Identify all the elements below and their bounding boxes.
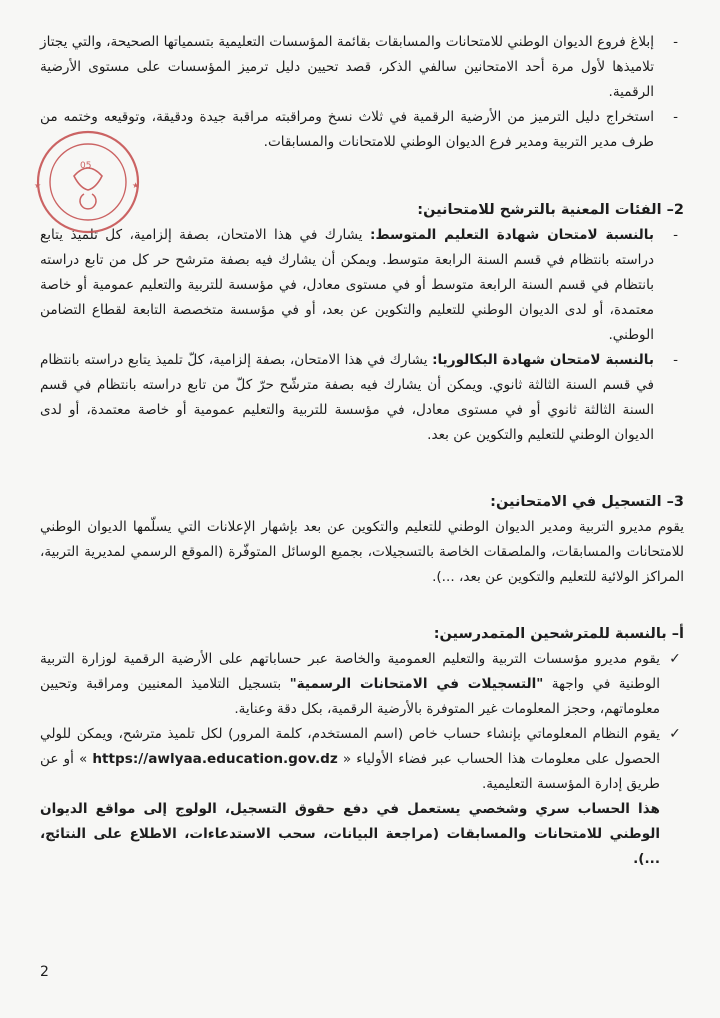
page-number: 2 — [40, 964, 49, 980]
check-item-1-text-b: بتسجيل التلاميذ المعنيين ومراقبة وتحيين معلوماتهم، وحجز المعلومات غير المتوفرة بالأرضية الرقمية، بكل دقة وعناية. — [40, 676, 660, 717]
official-stamp-icon — [14, 128, 162, 236]
bac-label: بالنسبة لامتحان شهادة البكالوريا: — [432, 352, 654, 368]
checkmark-icon: ✓ — [669, 726, 681, 742]
parents-portal-link[interactable]: https://awlyaa.education.gov.dz — [92, 751, 338, 767]
stamp-outer-ring — [38, 132, 138, 232]
check-item-1-bold: "التسجيلات في الامتحانات الرسمية" — [289, 676, 544, 692]
check-item-2 — [40, 722, 684, 872]
section-3 — [40, 490, 684, 590]
stamp-crescent — [80, 194, 96, 209]
check-item-2-bold: هذا الحساب سري وشخصي يستعمل في دفع حقوق التسجيل، الولوج إلى مواقع الديوان الوطني للامتحانات والمسابقات (مراجعة البيانات، سحب الاستدعاءات، الاطلاع على النتائج، ...). — [40, 801, 660, 867]
stamp-emblem — [74, 168, 102, 190]
check-item-1-text-a: يقوم مديرو مؤسسات التربية والتعليم العمومية والخاصة عبر حساباتهم على الأرضية الرقمية لوزارة التربية الوطنية في واجهة — [40, 651, 660, 692]
check-item-2-text-a: يقوم النظام المعلوماتي بإنشاء حساب خاص (اسم المستخدم، كلمة المرور) لكل تلميذ مترشح، ويمكن للولي الحصول على معلومات هذا الحساب عبر فضاء الأولياء « — [40, 726, 660, 767]
stamp-star-left: ★ — [34, 181, 42, 190]
bac-text: يشارك في هذا الامتحان، بصفة إلزامية، كلّ تلميذ يتابع دراسته بانتظام في قسم السنة الثالثة ثانوي. ويمكن أن يشارك فيه بصفة مترشّح حرّ كلّ من تابع دراسته بانتظام في قسم السنة الثالثة ثانوي أو في مستوى معادل، في مؤسسة للتربية والتعليم عمومية أو خاصة معتمدة، أو لدى الديوان الوطني للتعليم والتكوين عن بعد. — [40, 352, 654, 443]
stamp-star-right: ★ — [132, 181, 140, 190]
bem-paragraph — [40, 223, 684, 348]
section-3-title: 3– التسجيل في الامتحانين: — [490, 494, 684, 510]
checkmark-icon: ✓ — [669, 651, 681, 667]
intro-item-2: - استخراج دليل الترميز من الأرضية الرقمية في ثلاث نسخ ومراقبته مراقبة جيدة ودقيقة، وتوقيعه وختمه من طرف مدير التربية ومدير فرع الديوان الوطني للامتحانات والمسابقات. — [40, 105, 684, 155]
section-2-title: 2– الفئات المعنية بالترشح للامتحانين: — [417, 202, 684, 218]
stamp-number: 05 — [80, 161, 92, 171]
section-3-text: يقوم مديرو التربية ومدير الديوان الوطني للتعليم والتكوين عن بعد بإشهار الإعلانات التي يسلّمها الديوان الوطني للامتحانات والمسابقات، والملصقات الخاصة بالتسجيلات، بجميع الوسائل المتوفّرة (الموقع الرسمي لمديرية التربية، المراكز الولائية للتعليم والتكوين عن بعد، ...). — [40, 519, 684, 585]
subsection-a-title: أ– بالنسبة للمترشحين المتمدرسين: — [433, 626, 684, 642]
subsection-a — [40, 622, 684, 872]
bem-text: يشارك في هذا الامتحان، بصفة إلزامية، كل تلميذ يتابع دراسته بانتظام في قسم السنة الرابعة متوسط. ويمكن أن يشارك فيه بصفة مترشح حر كل من تابع دراسته بانتظام في قسم السنة الرابعة متوسط أو في مستوى معادل، في مؤسسة للتربية والتعليم عمومية أو خاصة معتمدة، أو لدى الديوان الوطني للتعليم والتكوين عن بعد، أو في مؤسسة متخصصة التابعة لقطاع التضامن الوطني. — [40, 227, 654, 343]
bac-paragraph — [40, 348, 684, 448]
check-item-1 — [40, 647, 684, 722]
bem-label: بالنسبة لامتحان شهادة التعليم المتوسط: — [370, 227, 654, 243]
intro-item-1: - إبلاغ فروع الديوان الوطني للامتحانات والمسابقات بقائمة المؤسسات التعليمية بتسمياتها الصحيحة، والتي يجتاز تلاميذها لأول مرة أحد الامتحانين سالفي الذكر، قصد تحيين دليل ترميز المؤسسات على مستوى الأرضية الرقمية. — [40, 30, 684, 105]
check-item-2-text-b: » أو عن طريق إدارة المؤسسة التعليمية. — [40, 751, 660, 792]
